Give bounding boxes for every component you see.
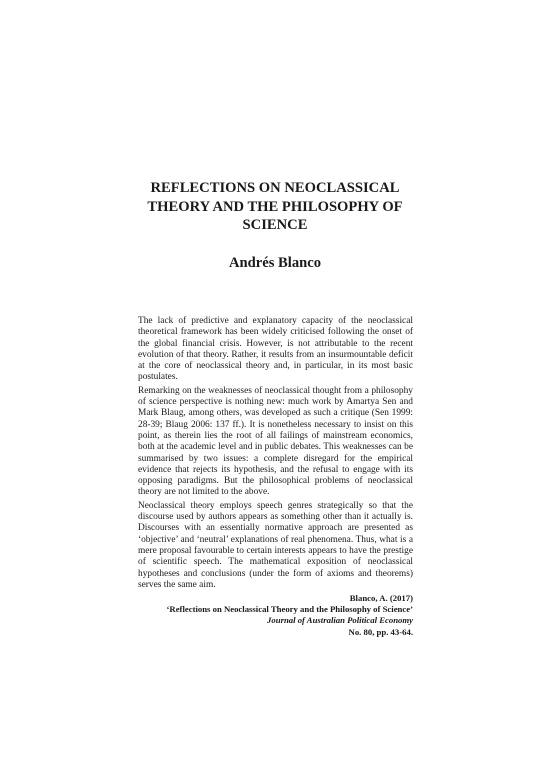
abstract-paragraph-2: Remarking on the weaknesses of neoclassical thought from a philosophy of science perspective is nothing new: much work by Amartya Sen and Mark Blaug, among others, was developed as such a critique (Sen 1999: 28-39; Blaug 2006: 137 ff.). It is nonetheless necessary to insist on this point, as therein lies the root of all failings of mainstream economics, both at the academic level and in public debates. This weaknesses can be summarised by two issues: a complete disregard for the empirical evidence that rejects its hypothesis, and the refusal to engage with its opposing paradigms. But the philosophical problems of neoclassical theory are not limited to the above. <box>138 385 413 498</box>
abstract-paragraph-1: The lack of predictive and explanatory capacity of the neoclassical theoretical framework has been widely criticised following the onset of the global financial crisis. However, is not attributable to the recent evolution of that theory. Rather, it results from an insurmountable deficit at the core of neoclassical theory and, in particular, in its most basic postulates. <box>138 316 413 383</box>
paper-author: Andrés Blanco <box>228 255 322 271</box>
citation-issue-pages: No. 80, pp. 43-64. <box>348 626 413 637</box>
abstract-paragraph-3: Neoclassical theory employs speech genres strategically so that the discourse used by authors appears as something other than it actually is. Discourses with an essentially normative approach are presented as ‘objective’ and ‘neutral’ explanations of real phenomena. Thus, what is a mere proposal favourable to certain interests appears to have the prestige of scientific speech. The mathematical exposition of neoclassical hypotheses and conclusions (under the form of axioms and theorems) serves the same aim. <box>138 500 413 590</box>
title-line-2: THEORY AND THE PHILOSOPHY OF <box>147 198 403 215</box>
title-line-3: SCIENCE <box>242 217 308 233</box>
paper-title <box>0 179 550 235</box>
citation-author-year: Blanco, A. (2017) <box>349 593 413 603</box>
citation-journal: Journal of Australian Political Economy <box>267 615 413 626</box>
title-line-1: REFLECTIONS ON NEOCLASSICAL <box>150 180 400 196</box>
abstract-body <box>138 316 413 593</box>
citation-block <box>138 593 413 638</box>
citation-title: ‘Reflections on Neoclassical Theory and the Philosophy of Science’ <box>166 604 413 615</box>
